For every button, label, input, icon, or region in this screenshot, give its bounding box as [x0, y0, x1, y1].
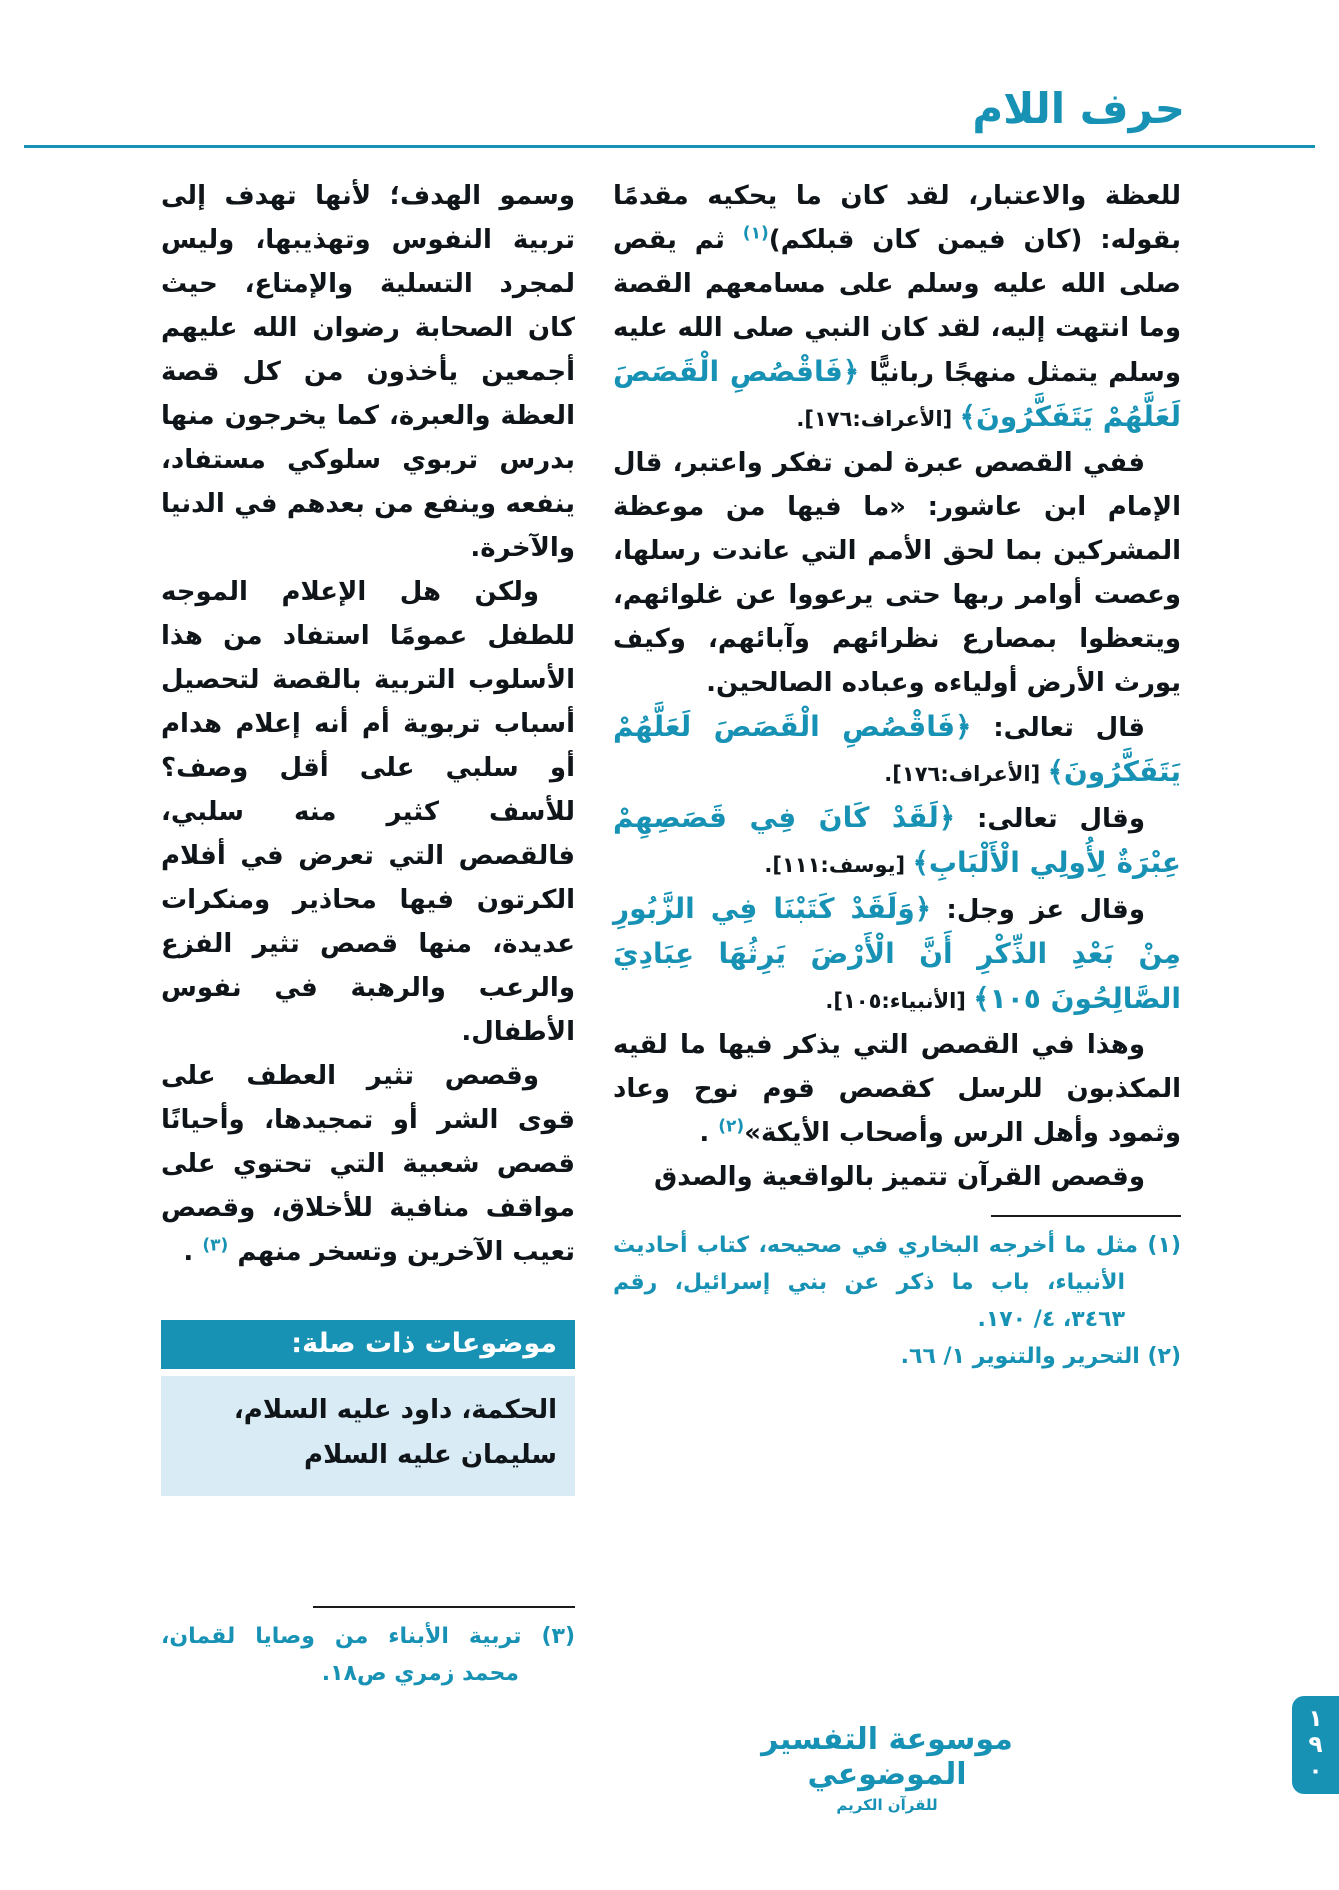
paragraph [613, 1023, 1181, 1155]
footnote-item [161, 1618, 575, 1692]
paragraph [613, 705, 1181, 796]
column-right-text [613, 174, 1181, 1199]
paragraph [613, 1155, 1181, 1199]
column-left [161, 174, 575, 1692]
quran-verse: ﴿فَاقْصُصِ الْقَصَصَ لَعَلَّهُمْ يَتَفَكَّرُونَ﴾ [613, 710, 1181, 788]
footnotes-right [613, 1215, 1181, 1375]
column-right [613, 174, 1181, 1692]
page-number-tab [1292, 1696, 1339, 1794]
text-run: ولكن هل الإعلام الموجه للطفل عمومًا استفاد من هذا الأسلوب التربية بالقصة لتحصيل أسباب تربوية أم أنه إعلام هدام أو سلبي على أقل وصف؟ للأسف كثير منه سلبي، فالقصص التي تعرض في أفلام الكرتون فيها محاذير ومنكرات عديدة، منها قصص تثير الفزع والرعب والرهبة في نفوس الأطفال. [161, 577, 575, 1047]
footnote-divider [991, 1215, 1181, 1217]
publisher-logo-subtitle: للقرآن الكريم [836, 1796, 938, 1814]
related-topics-header: موضوعات ذات صلة: [161, 1320, 575, 1369]
paragraph [161, 1054, 575, 1274]
column-left-text [161, 174, 575, 1496]
verse-reference: [الأعراف:١٧٦]. [884, 762, 1048, 786]
footnote-ref-marker: (٢) [718, 1116, 745, 1137]
footnote-number: (٣) [521, 1624, 575, 1649]
text-run: وسمو الهدف؛ لأنها تهدف إلى تربية النفوس وتهذيبها، وليس لمجرد التسلية والإمتاع، حيث كان الصحابة رضوان الله عليهم أجمعين يأخذون من كل قصة العظة والعبرة، كما يخرجون منها بدرس تربوي سلوكي مستفاد، ينفعه وينفع من بعدهم في الدنيا والآخرة. [161, 181, 575, 563]
paragraph [613, 796, 1181, 887]
content-columns [0, 148, 1339, 1692]
footnote-ref-marker: (١) [742, 223, 769, 244]
footnote-text: مثل ما أخرجه البخاري في صحيحه، كتاب أحاديث الأنبياء، باب ما ذكر عن بني إسرائيل، رقم ٣٤٦٣، ٤/ ١٧٠. [613, 1233, 1139, 1332]
text-run: للعظة والاعتبار، لقد كان ما يحكيه مقدمًا بقوله: (كان فيمن كان قبلكم) [613, 181, 1181, 255]
chapter-title: حرف اللام [972, 84, 1185, 133]
text-run: وقصص تثير العطف على قوى الشر أو تمجيدها، وأحيانًا قصص شعبية التي تحتوي على مواقف منافية للأخلاق، وقصص تعيب الآخرين وتسخر منهم [161, 1061, 575, 1267]
text-run: . [699, 1118, 719, 1148]
text-run: وقال تعالى: [955, 804, 1145, 834]
footnote-ref-marker: (٣) [202, 1235, 229, 1256]
text-run: . [183, 1237, 203, 1267]
footnote-list-left [161, 1618, 575, 1692]
footnote-number: (١) [1138, 1233, 1181, 1258]
footnote-item [613, 1227, 1181, 1338]
publisher-logo [757, 1722, 1017, 1814]
paragraph [613, 887, 1181, 1023]
footnotes-left [161, 1606, 575, 1692]
paragraph [161, 570, 575, 1054]
footnote-list-right [613, 1227, 1181, 1375]
page-header [0, 0, 1339, 133]
verse-reference: [الأنبياء:١٠٥]. [825, 989, 974, 1013]
footnote-text: التحرير والتنوير ١/ ٦٦. [900, 1344, 1140, 1369]
footnote-number: (٢) [1139, 1344, 1181, 1369]
text-run: ففي القصص عبرة لمن تفكر واعتبر، قال الإمام ابن عاشور: «ما فيها من موعظة المشركين بما لحق الأمم التي عاندت رسلها، وعصت أوامر ربها حتى يرعووا عن غلوائهم، ويتعظوا بمصارع نظرائهم وآبائهم، وكيف يورث الأرض أولياءه وعباده الصالحين. [613, 448, 1181, 698]
text-run: وقال عز وجل: [931, 895, 1145, 925]
text-run: ثم يقص صلى الله عليه وسلم على مسامعهم القصة وما انتهت إليه، لقد كان النبي صلى الله عليه وسلم يتمثل منهجًا ربانيًّا [613, 225, 1181, 388]
text-run: وقصص القرآن تتميز بالواقعية والصدق [653, 1162, 1145, 1192]
text-run: قال تعالى: [971, 713, 1145, 743]
text-run: وهذا في القصص التي يذكر فيها ما لقيه المكذبون للرسل كقصص قوم نوح وعاد وثمود وأهل الرس وأصحاب الأيكة» [613, 1030, 1181, 1148]
paragraph [613, 441, 1181, 705]
paragraph [161, 174, 575, 570]
related-topics-body: الحكمة، داود عليه السلام، سليمان عليه السلام [161, 1376, 575, 1496]
quran-verse: ﴿وَلَقَدْ كَتَبْنَا فِي الزَّبُورِ مِنْ بَعْدِ الذِّكْرِ أَنَّ الْأَرْضَ يَرِثُهَا عِبَادِيَ الصَّالِحُونَ ١٠٥﴾ [613, 892, 1181, 1015]
verse-reference: [يوسف:١١١]. [764, 853, 913, 877]
footnote-text: تربية الأبناء من وصايا لقمان، محمد زمري ص١٨. [161, 1624, 522, 1686]
publisher-logo-title: موسوعة التفسير الموضوعي [761, 1722, 1013, 1792]
verse-reference: [الأعراف:١٧٦]. [796, 407, 960, 431]
paragraph [613, 174, 1181, 441]
quran-verse: ﴿فَاقْصُصِ الْقَصَصَ لَعَلَّهُمْ يَتَفَكَّرُونَ﴾ [613, 355, 1181, 433]
quran-verse: ﴿لَقَدْ كَانَ فِي قَصَصِهِمْ عِبْرَةٌ لِأُولِي الْأَلْبَابِ﴾ [613, 801, 1181, 879]
footnote-divider [313, 1606, 575, 1608]
footnote-item [613, 1338, 1181, 1375]
page-number: ١٩٠ [1302, 1706, 1329, 1784]
